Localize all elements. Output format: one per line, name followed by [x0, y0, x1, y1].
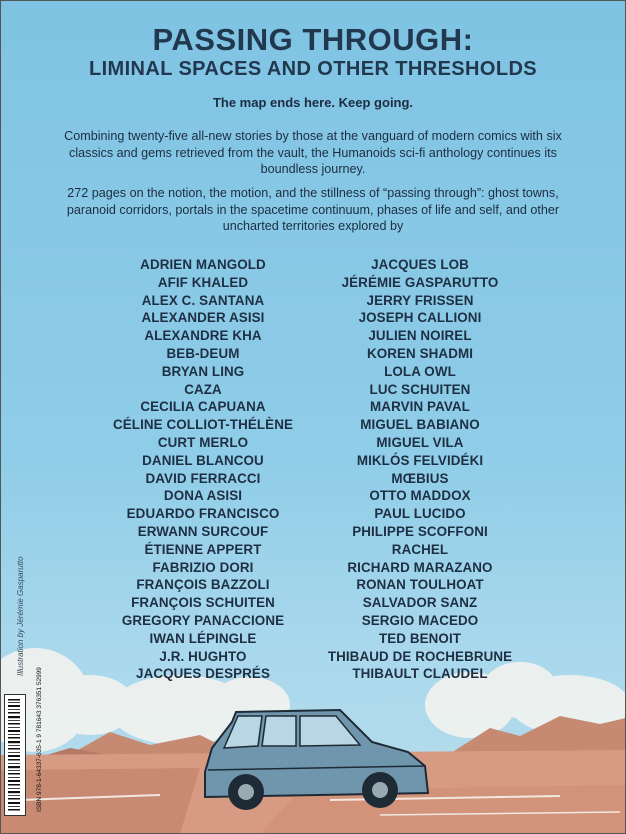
author-name: ALEXANDRE KHA	[144, 328, 262, 344]
author-name: BRYAN LING	[161, 363, 245, 379]
author-name: JULIEN NOIREL	[368, 328, 472, 344]
book-subtitle: LIMINAL SPACES AND OTHER THRESHOLDS	[88, 58, 538, 80]
author-name: RICHARD MARAZANO	[347, 559, 493, 575]
author-name: FRANÇOIS SCHUITEN	[131, 595, 275, 611]
author-name: JACQUES LOB	[371, 257, 469, 272]
author-name: RACHEL	[391, 541, 449, 557]
tagline: The map ends here. Keep going.	[212, 95, 414, 110]
author-name: AFIF KHALED	[157, 274, 249, 290]
author-name: EDUARDO FRANCISCO	[126, 506, 280, 522]
author-name: MIGUEL BABIANO	[360, 417, 480, 433]
author-name: CÉLINE COLLIOT-THÉLÈNE	[113, 417, 293, 433]
author-name: CURT MERLO	[157, 434, 249, 450]
author-name: DAVID FERRACCI	[145, 470, 261, 486]
author-name: JÉRÉMIE GASPARUTTO	[341, 274, 499, 290]
author-name: PAUL LUCIDO	[374, 506, 466, 522]
author-name: JERRY FRISSEN	[366, 292, 474, 308]
author-name: DANIEL BLANCOU	[142, 452, 264, 468]
author-name: LOLA OWL	[384, 363, 456, 379]
author-name: ALEXANDER ASISI	[141, 310, 265, 326]
author-name: J.R. HUGHTO	[159, 648, 247, 664]
author-name: LUC SCHUITEN	[369, 381, 471, 397]
author-name: DONA ASISI	[163, 488, 243, 504]
author-name: MIGUEL VILA	[376, 434, 464, 450]
author-name: BEB-DEUM	[166, 345, 240, 361]
barcode-number: ISBN 978-1-64337-635-1 9 781643 376351 52999	[36, 667, 43, 812]
author-name: CECILIA CAPUANA	[140, 399, 266, 415]
author-name: MŒBIUS	[391, 470, 449, 486]
author-name: SALVADOR SANZ	[362, 595, 478, 611]
description-paragraph-2: 272 pages on the notion, the motion, and the stillness of “passing through”: ghost towns, paranoid corridors, portals in the spacetime continuum, phases of life and self, and other uncharted territories explored by	[66, 186, 560, 233]
author-name: FRANÇOIS BAZZOLI	[136, 577, 270, 593]
author-name: THIBAUD DE ROCHEBRUNE	[327, 648, 513, 664]
author-name: ÉTIENNE APPERT	[144, 541, 262, 557]
author-name: SERGIO MACEDO	[361, 612, 479, 628]
illustration-credit: Illustration by Jérémie Gasparutto	[16, 556, 25, 676]
author-name: ALEX C. SANTANA	[141, 292, 265, 308]
author-name: IWAN LÉPINGLE	[149, 630, 257, 646]
author-name: GREGORY PANACCIONE	[121, 612, 285, 628]
author-name: CAZA	[184, 381, 222, 397]
author-name: JACQUES DESPRÉS	[136, 666, 270, 682]
description-paragraph-1: Combining twenty-five all-new stories by those at the vanguard of modern comics with six classics and gems retrieved from the vault, the Humanoids sci-fi anthology continues its boundless journey.	[64, 129, 562, 176]
author-name: PHILIPPE SCOFFONI	[352, 523, 488, 539]
author-name: JOSEPH CALLIONI	[358, 310, 482, 326]
author-name: ERWANN SURCOUF	[137, 523, 269, 539]
author-name: FABRIZIO DORI	[152, 559, 254, 575]
author-name: OTTO MADDOX	[369, 488, 471, 504]
author-name: TED BENOIT	[378, 630, 462, 646]
author-name: THIBAULT CLAUDEL	[352, 666, 488, 682]
book-title: PASSING THROUGH:	[152, 22, 474, 57]
author-name: RONAN TOULHOAT	[356, 577, 484, 593]
author-name: KOREN SHADMI	[366, 345, 474, 361]
author-name: ADRIEN MANGOLD	[140, 257, 266, 272]
author-name: MIKLÓS FELVIDÉKI	[356, 452, 484, 468]
author-name: MARVIN PAVAL	[370, 399, 470, 415]
